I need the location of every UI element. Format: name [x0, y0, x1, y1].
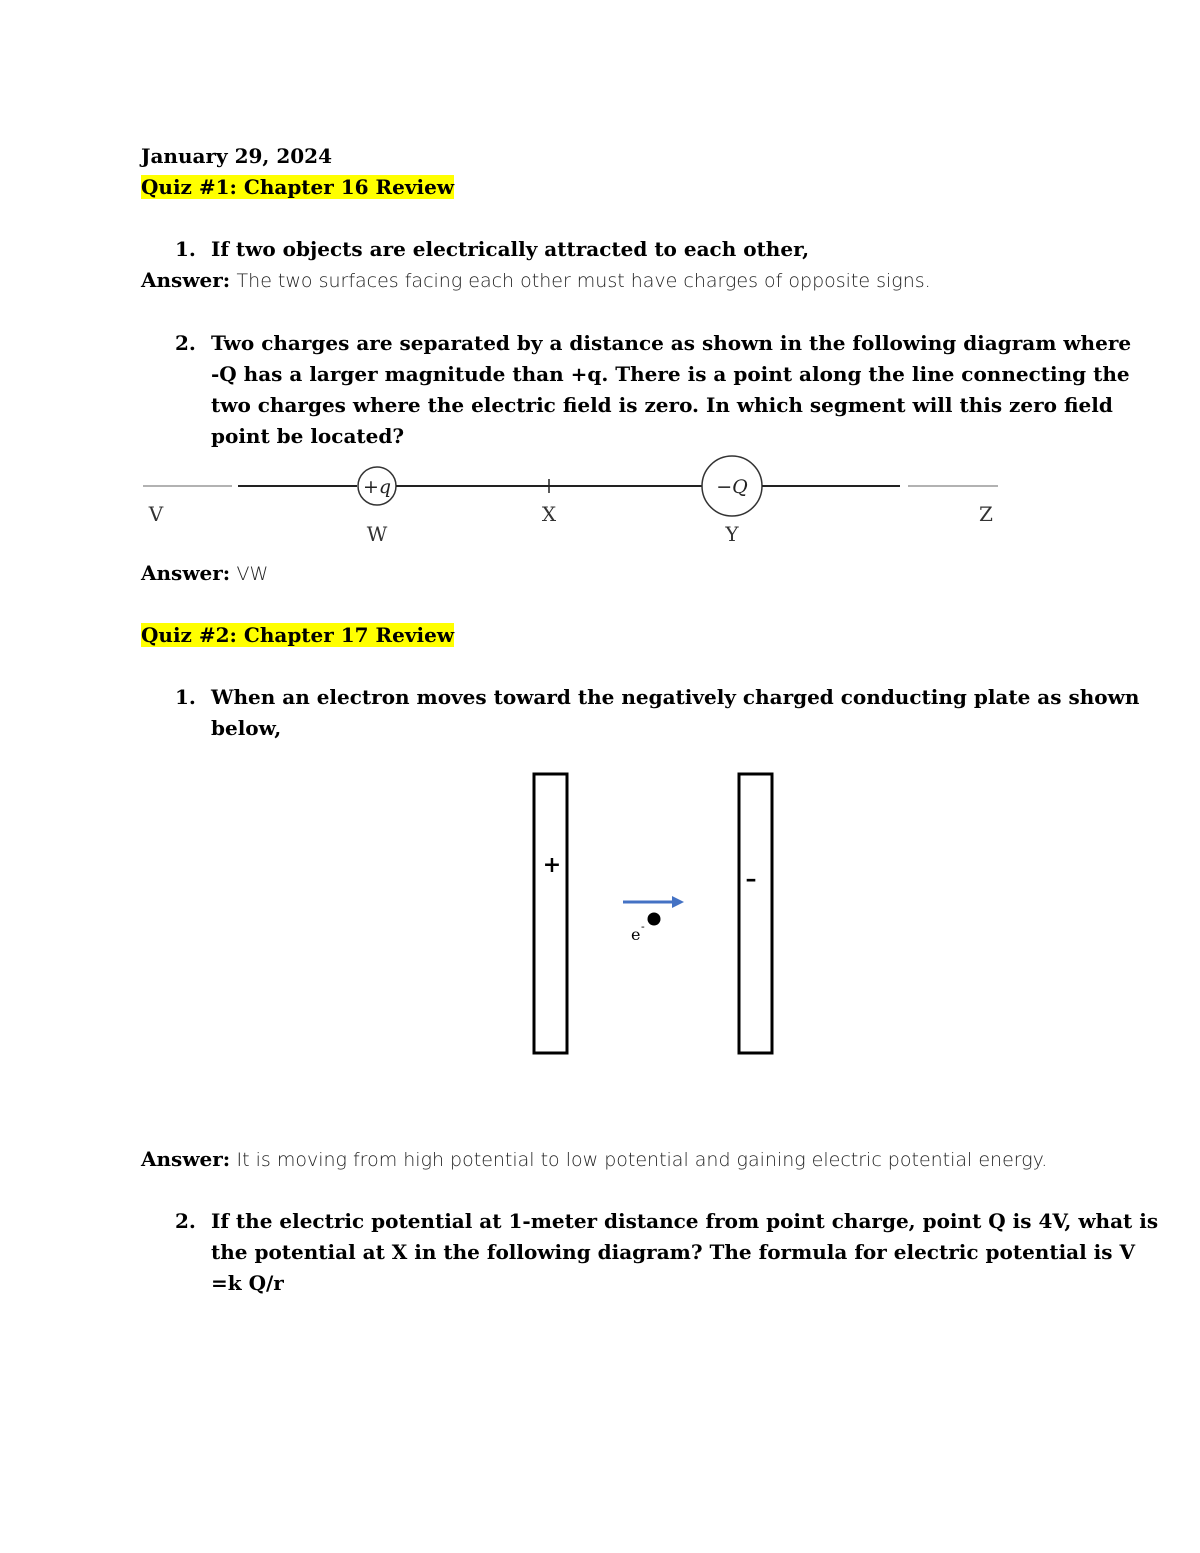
answer-label: Answer:: [141, 1147, 231, 1171]
electron-label: e: [631, 925, 641, 944]
quiz1-heading-text: Quiz #1: Chapter 16 Review: [141, 175, 455, 199]
question-text: If two objects are electrically attracted to each other,: [211, 237, 810, 261]
question-number: 1.: [175, 237, 196, 261]
label-v: V: [148, 502, 164, 526]
question-text-line-1: If the electric potential at 1-meter distance from point charge, point Q is 4V, what is: [211, 1209, 1159, 1233]
document-date: January 29, 2024: [141, 144, 333, 168]
question-text-line-2: below,: [211, 716, 282, 740]
question-text-line-3: two charges where the electric field is zero. In which segment will this zero field: [211, 393, 1113, 417]
plates-diagram: [0, 760, 1200, 1070]
quiz2-question-2: [0, 1206, 1200, 1299]
quiz1-heading: [141, 172, 454, 203]
question-text-line-1: Two charges are separated by a distance as shown in the following diagram where: [211, 331, 1132, 355]
question-number: 1.: [175, 685, 196, 709]
question-text-line-3: =k Q/r: [211, 1271, 284, 1295]
label-x: X: [541, 502, 557, 526]
positive-plate-sign: +: [542, 852, 562, 878]
answer-label: Answer:: [141, 561, 231, 585]
positive-plate: [534, 774, 567, 1053]
label-w: W: [366, 522, 388, 546]
question-text-line-2: the potential at X in the following diagram? The formula for electric potential is V: [211, 1240, 1136, 1264]
answer-text: The two surfaces facing each other must have charges of opposite signs.: [236, 270, 931, 292]
label-y: Y: [725, 522, 739, 546]
velocity-arrow-head: [672, 896, 684, 908]
quiz2-answer-1: [141, 1144, 1047, 1176]
quiz1-answer-1: [141, 265, 931, 297]
charges-line-diagram: [0, 450, 1200, 550]
answer-text: VW: [236, 563, 269, 585]
quiz1-answer-2: [141, 558, 268, 590]
label-z: Z: [979, 502, 993, 526]
electron-charge-sup: -: [641, 920, 645, 933]
quiz1-question-1: [0, 234, 1200, 265]
negative-plate: [739, 774, 772, 1053]
quiz2-heading-text: Quiz #2: Chapter 17 Review: [141, 623, 455, 647]
question-number: 2.: [175, 1209, 196, 1233]
answer-text: It is moving from high potential to low potential and gaining electric potential energy.: [236, 1149, 1048, 1171]
charge-small-label: +q: [362, 476, 392, 498]
quiz2-question-1: [0, 682, 1200, 744]
quiz1-question-2: [0, 328, 1200, 452]
negative-plate-sign: –: [745, 866, 757, 892]
question-text-line-2: -Q has a larger magnitude than +q. There is a point along the line connecting the: [211, 362, 1130, 386]
quiz2-heading: [141, 620, 454, 651]
question-text-line-4: point be located?: [211, 424, 405, 448]
question-number: 2.: [175, 331, 196, 355]
electron-dot: [648, 913, 661, 926]
charge-large-label: −Q: [716, 476, 748, 498]
answer-label: Answer:: [141, 268, 231, 292]
question-text-line-1: When an electron moves toward the negatively charged conducting plate as shown: [211, 685, 1140, 709]
